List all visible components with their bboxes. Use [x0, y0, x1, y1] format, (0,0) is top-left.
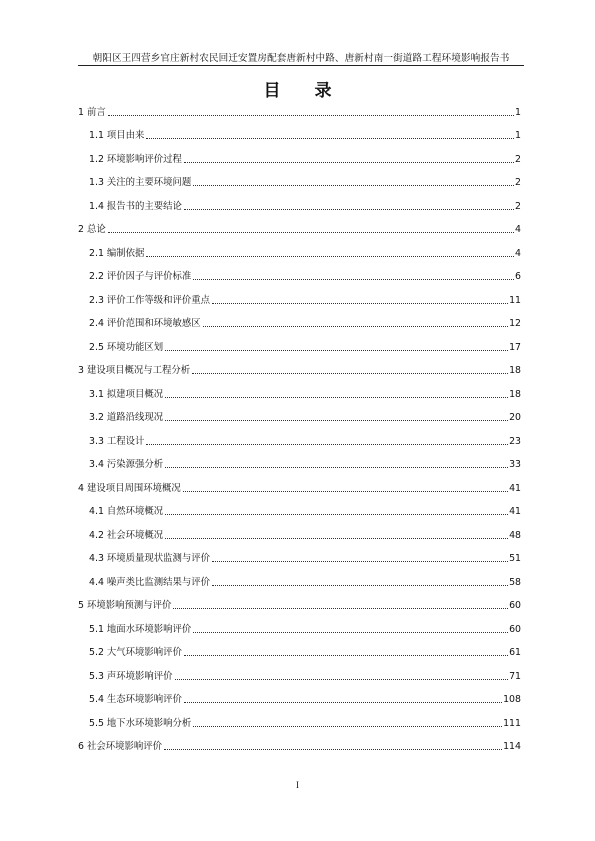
toc-dot-leader	[165, 467, 508, 468]
toc-entry[interactable]	[78, 734, 521, 758]
toc-entry-page: 18	[509, 388, 521, 400]
toc-entry-page: 4	[515, 224, 521, 235]
toc-dot-leader	[183, 491, 508, 492]
toc-entry[interactable]	[78, 358, 521, 382]
toc-entry[interactable]	[78, 546, 521, 570]
toc-entry[interactable]	[78, 240, 521, 264]
toc-entry-page: 18	[509, 365, 521, 376]
toc-dot-leader	[165, 420, 508, 421]
toc-entry-page: 4	[515, 247, 521, 259]
toc-entry[interactable]	[78, 334, 521, 358]
toc-entry[interactable]	[78, 264, 521, 288]
toc-entry-label: 4.3 环境质量现状监测与评价	[89, 553, 211, 564]
toc-dot-leader	[193, 279, 514, 280]
toc-entry-label: 5.5 地下水环境影响分析	[89, 717, 192, 729]
toc-dot-leader	[165, 538, 508, 539]
toc-dot-leader	[184, 702, 502, 703]
toc-dot-leader	[212, 585, 508, 586]
document-header: 朝阳区王四营乡官庄新村农民回迁安置房配套唐新村中路、唐新村南一街道路工程环境影响报告书	[92, 53, 510, 64]
toc-entry-label: 6 社会环境影响评价	[78, 741, 162, 752]
toc-entry-page: 2	[515, 177, 521, 188]
toc-dot-leader	[173, 608, 508, 609]
toc-dot-leader	[193, 632, 508, 633]
toc-entry-label: 3.2 道路沿线现况	[89, 412, 164, 423]
toc-dot-leader	[193, 185, 514, 186]
toc-entry-page: 17	[509, 341, 521, 353]
toc-entry[interactable]	[78, 569, 521, 593]
toc-entry[interactable]	[78, 475, 521, 499]
toc-entry-label: 2.1 编制依据	[89, 247, 145, 259]
toc-entry[interactable]	[78, 452, 521, 476]
toc-entry-page: 20	[509, 412, 521, 423]
toc-dot-leader	[212, 303, 508, 304]
toc-dot-leader	[146, 444, 508, 445]
toc-entry-page: 11	[509, 294, 521, 306]
toc-entry-label: 1.1 项目由来	[89, 130, 145, 141]
toc-entry[interactable]	[78, 663, 521, 687]
toc-entry[interactable]	[78, 428, 521, 452]
toc-entry-page: 1	[515, 130, 521, 141]
toc-entry[interactable]	[78, 710, 521, 734]
toc-entry[interactable]	[78, 381, 521, 405]
toc-entry[interactable]	[78, 405, 521, 429]
table-of-contents	[78, 99, 521, 757]
toc-entry-page: 48	[509, 529, 521, 541]
toc-entry-label: 3 建设项目概况与工程分析	[78, 365, 191, 376]
toc-entry-page: 114	[503, 741, 521, 752]
toc-entry-page: 2	[515, 153, 521, 165]
toc-entry-page: 71	[509, 670, 521, 682]
toc-entry-label: 3.1 拟建项目概况	[89, 388, 164, 400]
toc-entry-label: 2 总论	[78, 224, 106, 235]
toc-entry[interactable]	[78, 170, 521, 194]
toc-entry[interactable]	[78, 287, 521, 311]
toc-dot-leader	[184, 655, 508, 656]
toc-dot-leader	[164, 749, 502, 750]
toc-entry-page: 60	[509, 600, 521, 611]
toc-entry-page: 6	[515, 271, 521, 282]
toc-entry-label: 2.3 评价工作等级和评价重点	[89, 294, 211, 306]
toc-entry-label: 2.2 评价因子与评价标准	[89, 271, 192, 282]
toc-entry-page: 60	[509, 623, 521, 635]
toc-dot-leader	[146, 138, 514, 139]
toc-entry-label: 1.2 环境影响评价过程	[89, 153, 182, 165]
toc-entry[interactable]	[78, 146, 521, 170]
toc-entry-label: 5.1 地面水环境影响评价	[89, 623, 192, 635]
toc-dot-leader	[193, 726, 502, 727]
toc-dot-leader	[184, 209, 514, 210]
toc-dot-leader	[212, 561, 508, 562]
toc-dot-leader	[184, 162, 514, 163]
toc-entry[interactable]	[78, 311, 521, 335]
toc-dot-leader	[175, 679, 509, 680]
toc-entry-page: 58	[509, 576, 521, 588]
toc-entry[interactable]	[78, 193, 521, 217]
toc-dot-leader	[192, 373, 508, 374]
toc-entry-page: 23	[509, 435, 521, 447]
toc-entry-label: 5 环境影响预测与评价	[78, 600, 172, 611]
toc-entry-page: 12	[509, 318, 521, 329]
toc-entry-page: 61	[509, 647, 521, 658]
toc-entry-page: 111	[503, 717, 521, 729]
toc-entry-label: 4.4 噪声类比监测结果与评价	[89, 576, 211, 588]
toc-entry-page: 41	[509, 506, 521, 517]
toc-entry-label: 4.2 社会环境概况	[89, 529, 164, 541]
toc-entry[interactable]	[78, 123, 521, 147]
toc-entry[interactable]	[78, 640, 521, 664]
toc-entry[interactable]	[78, 593, 521, 617]
toc-entry-label: 1.4 报告书的主要结论	[89, 200, 182, 212]
toc-entry[interactable]	[78, 687, 521, 711]
toc-dot-leader	[108, 232, 514, 233]
page-number: I	[296, 780, 299, 790]
toc-entry-label: 5.3 声环境影响评价	[89, 670, 173, 682]
toc-entry-page: 108	[503, 694, 521, 705]
toc-entry-page: 41	[509, 482, 521, 494]
toc-entry[interactable]	[78, 616, 521, 640]
toc-entry-label: 1 前言	[78, 106, 106, 118]
toc-entry-page: 1	[515, 106, 521, 118]
toc-entry-label: 2.4 评价范围和环境敏感区	[89, 318, 201, 329]
toc-entry[interactable]	[78, 99, 521, 123]
toc-dot-leader	[165, 397, 508, 398]
toc-entry-label: 5.4 生态环境影响评价	[89, 694, 182, 705]
toc-dot-leader	[203, 326, 508, 327]
toc-entry-label: 2.5 环境功能区划	[89, 341, 164, 353]
toc-entry-label: 4 建设项目周围环境概况	[78, 482, 181, 494]
toc-dot-leader	[165, 514, 508, 515]
toc-entry-label: 4.1 自然环境概况	[89, 506, 164, 517]
toc-dot-leader	[108, 115, 514, 116]
toc-entry-label: 1.3 关注的主要环境问题	[89, 177, 192, 188]
page-title: 目 录	[263, 81, 346, 101]
toc-entry[interactable]	[78, 217, 521, 241]
toc-entry[interactable]	[78, 499, 521, 523]
toc-entry-label: 3.3 工程设计	[89, 435, 145, 447]
toc-entry-label: 5.2 大气环境影响评价	[89, 647, 182, 658]
toc-entry-page: 51	[509, 553, 521, 564]
toc-dot-leader	[165, 350, 508, 351]
toc-entry[interactable]	[78, 522, 521, 546]
header-rule	[78, 65, 524, 66]
toc-dot-leader	[146, 256, 514, 257]
toc-entry-label: 3.4 污染源强分析	[89, 459, 164, 470]
toc-entry-page: 2	[515, 200, 521, 212]
toc-entry-page: 33	[509, 459, 521, 470]
